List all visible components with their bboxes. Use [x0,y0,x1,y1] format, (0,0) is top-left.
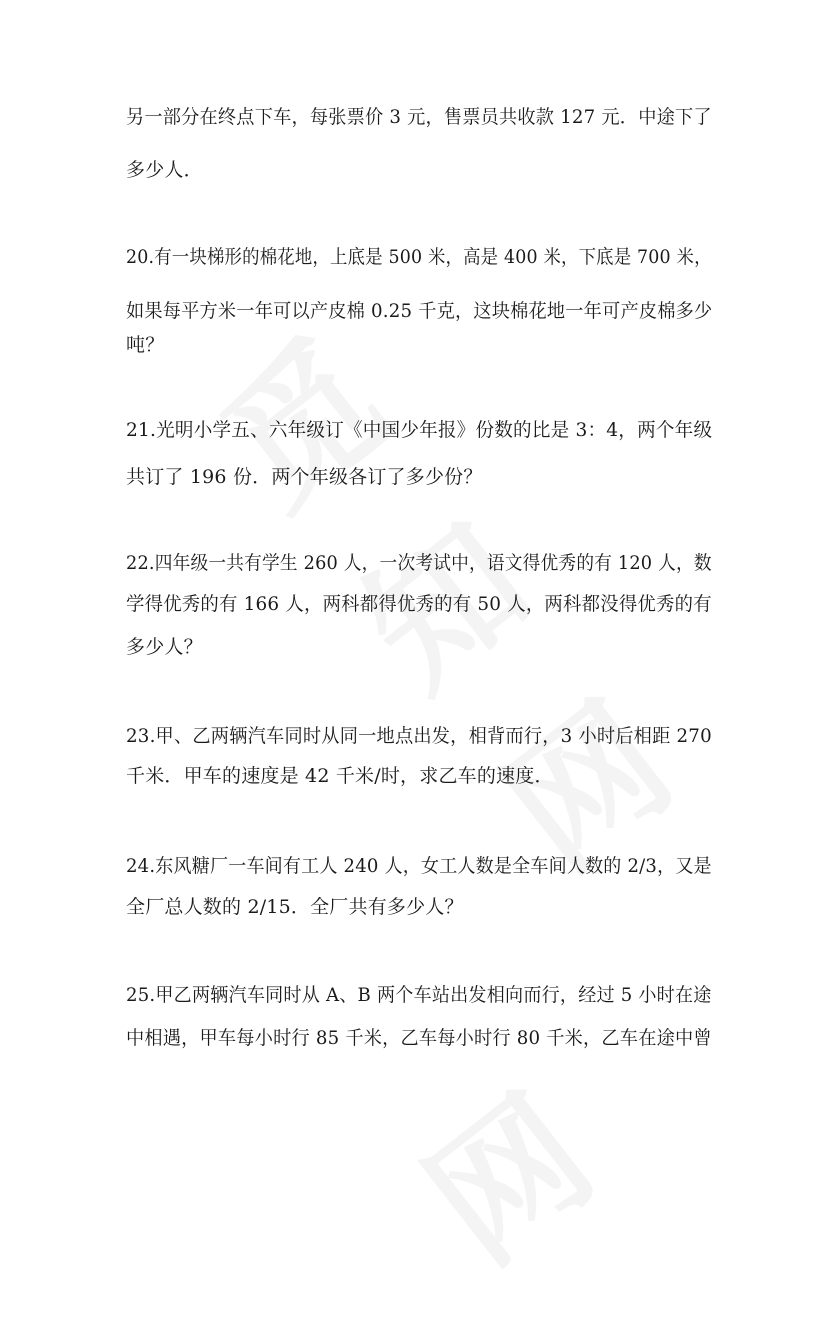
problem-22-line-3: 多少人？ [126,636,203,658]
problem-20-line-3: 吨？ [126,334,165,356]
problem-24-line-2: 全厂总人数的 2/15．全厂共有多少人？ [126,896,464,918]
text-line: 另一部分在终点下车，每张票价 3 元，售票员共收款 127 元．中途下了 [126,106,712,128]
problem-24-line-1: 24.东风糖厂一车间有工人 240 人，女工人数是全车间人数的 2/3，又是 [126,855,712,877]
text-line: 多少人． [126,159,203,181]
problem-22-line-1: 22.四年级一共有学生 260 人，一次考试中，语文得优秀的有 120 人，数 [126,552,712,574]
problem-23-line-2: 千米．甲车的速度是 42 千米/时，求乙车的速度． [126,765,554,787]
problem-22-line-2: 学得优秀的有 166 人，两科都得优秀的有 50 人，两科都没得优秀的有 [126,593,712,615]
problem-20-line-1: 20.有一块梯形的棉花地，上底是 500 米，高是 400 米，下底是 700 米， [126,246,712,268]
problem-25-line-2: 中相遇，甲车每小时行 85 千米，乙车每小时行 80 千米，乙车在途中曾 [126,1027,712,1049]
watermark-bottom [346,1021,674,1339]
problem-25-line-1: 25.甲乙两辆汽车同时从 A、B 两个车站出发相向而行，经过 5 小时在途 [126,984,712,1006]
problem-23-line-1: 23.甲、乙两辆汽车同时从同一地点出发，相背而行，3 小时后相距 270 [126,725,712,747]
problem-21-line-1: 21.光明小学五、六年级订《中国少年报》份数的比是 3：4，两个年级 [126,419,713,441]
problem-21-line-2: 共订了 196 份．两个年级各订了多少份？ [126,466,483,488]
problem-20-line-2: 如果每平方米一年可以产皮棉 0.25 千克，这块棉花地一年可产皮棉多少 [126,300,713,322]
